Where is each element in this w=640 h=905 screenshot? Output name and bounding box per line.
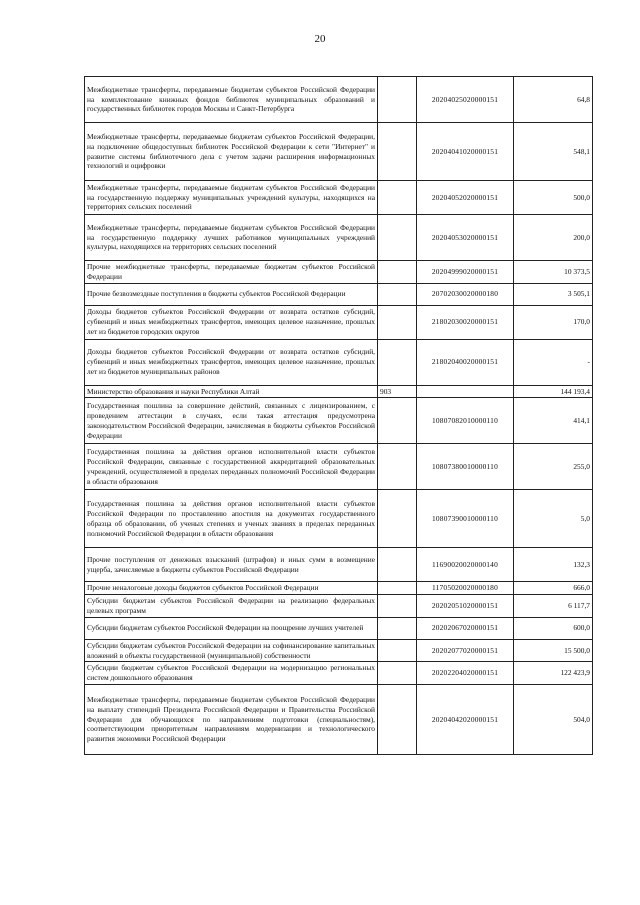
row-amount-cell: 122 423,9: [514, 662, 593, 685]
table-row: [85, 444, 593, 490]
table-row: [85, 398, 593, 444]
row-admin-code-cell: [378, 305, 417, 339]
row-name-cell: Прочие безвозмездные поступления в бюджеты субъектов Российской Федерации: [85, 283, 378, 305]
table-row: [85, 582, 593, 595]
row-name-cell: Межбюджетные трансферты, передаваемые бюджетам субъектов Российской Федерации на выплату стипендий Президента Российской Федерации и Правительства Российской Федерации для обучающихся по направлениям подготовки (специальностям), соответствующим приоритетным направлениям модернизации и технологического развития экономики Российской Федерации: [85, 684, 378, 754]
row-amount-cell: 170,0: [514, 305, 593, 339]
table-row: [85, 77, 593, 123]
row-name-cell: Межбюджетные трансферты, передаваемые бюджетам субъектов Российской Федерации на государственную поддержку лучших работников муниципальных учреждений культуры, находящихся на территориях сельских поселений: [85, 215, 378, 261]
table-row: [85, 617, 593, 639]
row-amount-cell: 600,0: [514, 617, 593, 639]
row-budget-code-cell: 20202204020000151: [417, 662, 514, 685]
row-budget-code-cell: 10807390010000110: [417, 490, 514, 548]
table-row: [85, 283, 593, 305]
row-admin-code-cell: [378, 181, 417, 215]
table-row: [85, 548, 593, 582]
row-admin-code-cell: [378, 662, 417, 685]
table-row: [85, 490, 593, 548]
row-admin-code-cell: [378, 215, 417, 261]
table-body: [85, 77, 593, 755]
row-admin-code-cell: [378, 684, 417, 754]
table-row: [85, 181, 593, 215]
row-amount-cell: 10 373,5: [514, 261, 593, 284]
table-row: [85, 639, 593, 662]
row-admin-code-cell: [378, 582, 417, 595]
row-name-cell: Министерство образования и науки Республики Алтай: [85, 385, 378, 398]
row-admin-code-cell: [378, 490, 417, 548]
row-name-cell: Прочие поступления от денежных взысканий (штрафов) и иных сумм в возмещение ущерба, зачисляемые в бюджеты субъектов Российской Федерации: [85, 548, 378, 582]
row-name-cell: Межбюджетные трансферты, передаваемые бюджетам субъектов Российской Федерации, на подключение общедоступных библиотек Российской Федерации к сети "Интернет" и развитие системы библиотечного дела с учетом задачи расширения информационных технологий и оцифровки: [85, 123, 378, 181]
row-amount-cell: 5,0: [514, 490, 593, 548]
row-amount-cell: 6 117,7: [514, 595, 593, 618]
row-name-cell: Субсидии бюджетам субъектов Российской Федерации на модернизацию региональных систем дошкольного образования: [85, 662, 378, 685]
table-row: [85, 339, 593, 385]
row-name-cell: Субсидии бюджетам субъектов Российской Федерации на реализацию федеральных целевых программ: [85, 595, 378, 618]
row-amount-cell: 132,3: [514, 548, 593, 582]
row-amount-cell: 200,0: [514, 215, 593, 261]
row-name-cell: Межбюджетные трансферты, передаваемые бюджетам субъектов Российской Федерации на государственную поддержку муниципальных учреждений культуры, находящихся на территориях сельских поселений: [85, 181, 378, 215]
row-amount-cell: 64,8: [514, 77, 593, 123]
row-budget-code-cell: 20202051020000151: [417, 595, 514, 618]
row-admin-code-cell: [378, 617, 417, 639]
row-admin-code-cell: 903: [378, 385, 417, 398]
row-admin-code-cell: [378, 261, 417, 284]
row-budget-code-cell: 20204053020000151: [417, 215, 514, 261]
table-row: [85, 123, 593, 181]
row-amount-cell: 3 505,1: [514, 283, 593, 305]
budget-table: [84, 76, 593, 755]
row-name-cell: Государственная пошлина за действия органов исполнительной власти субъектов Российской Федерации по проставлению апостиля на документах государственного образца об образовании, об ученых степенях и ученых званиях в пределах переданных полномочий Российской Федерации в области образования: [85, 490, 378, 548]
row-budget-code-cell: 20204052020000151: [417, 181, 514, 215]
row-name-cell: Субсидии бюджетам субъектов Российской Федерации на поощрение лучших учителей: [85, 617, 378, 639]
row-budget-code-cell: 20702030020000180: [417, 283, 514, 305]
row-name-cell: Доходы бюджетов субъектов Российской Федерации от возврата остатков субсидий, субвенций и иных межбюджетных трансфертов, имеющих целевое назначение, прошлых лет из бюджетов городских округов: [85, 305, 378, 339]
row-budget-code-cell: 20204042020000151: [417, 684, 514, 754]
page-number: 20: [314, 33, 326, 45]
row-amount-cell: 414,1: [514, 398, 593, 444]
row-admin-code-cell: [378, 398, 417, 444]
row-name-cell: Государственная пошлина за действия органов исполнительной власти субъектов Российской Федерации, связанные с государственной аккредитацией образовательных учреждений, осуществляемой в пределах переданных полномочий Российской Федерации в области образования: [85, 444, 378, 490]
row-budget-code-cell: 10807380010000110: [417, 444, 514, 490]
row-admin-code-cell: [378, 444, 417, 490]
row-admin-code-cell: [378, 77, 417, 123]
row-budget-code-cell: 11690020020000140: [417, 548, 514, 582]
row-budget-code-cell: 20202077020000151: [417, 639, 514, 662]
row-admin-code-cell: [378, 123, 417, 181]
table-row: [85, 684, 593, 754]
row-name-cell: Межбюджетные трансферты, передаваемые бюджетам субъектов Российской Федерации на комплектование книжных фондов библиотек муниципальных образований и государственных библиотек городов Москвы и Санкт-Петербурга: [85, 77, 378, 123]
row-budget-code-cell: 11705020020000180: [417, 582, 514, 595]
table-row: [85, 261, 593, 284]
row-name-cell: Прочие неналоговые доходы бюджетов субъектов Российской Федерации: [85, 582, 378, 595]
table-row: [85, 662, 593, 685]
row-budget-code-cell: 20202067020000151: [417, 617, 514, 639]
row-name-cell: Доходы бюджетов субъектов Российской Федерации от возврата остатков субсидий, субвенций и иных межбюджетных трансфертов, имеющих целевое назначение, прошлых лет из бюджетов муниципальных районов: [85, 339, 378, 385]
row-name-cell: Субсидии бюджетам субъектов Российской Федерации на софинансирование капитальных вложений в объекты государственной (муниципальной) собственности: [85, 639, 378, 662]
row-amount-cell: 144 193,4: [514, 385, 593, 398]
row-budget-code-cell: 20204025020000151: [417, 77, 514, 123]
row-budget-code-cell: 20204999020000151: [417, 261, 514, 284]
row-budget-code-cell: 20204041020000151: [417, 123, 514, 181]
table-row: [85, 385, 593, 398]
row-amount-cell: 255,0: [514, 444, 593, 490]
row-budget-code-cell: 21802040020000151: [417, 339, 514, 385]
row-amount-cell: -: [514, 339, 593, 385]
row-amount-cell: 666,0: [514, 582, 593, 595]
row-admin-code-cell: [378, 283, 417, 305]
row-admin-code-cell: [378, 595, 417, 618]
row-amount-cell: 15 500,0: [514, 639, 593, 662]
row-admin-code-cell: [378, 548, 417, 582]
row-name-cell: Государственная пошлина за совершение действий, связанных с лицензированием, с проведением аттестации в случаях, если такая аттестация предусмотрена законодательством Российской Федерации, зачисляемая в бюджеты субъектов Российской Федерации: [85, 398, 378, 444]
table-row: [85, 595, 593, 618]
row-admin-code-cell: [378, 339, 417, 385]
row-amount-cell: 500,0: [514, 181, 593, 215]
row-name-cell: Прочие межбюджетные трансферты, передаваемые бюджетам субъектов Российской Федерации: [85, 261, 378, 284]
row-amount-cell: 548,1: [514, 123, 593, 181]
table-row: [85, 215, 593, 261]
row-budget-code-cell: [417, 385, 514, 398]
table-row: [85, 305, 593, 339]
row-amount-cell: 504,0: [514, 684, 593, 754]
row-admin-code-cell: [378, 639, 417, 662]
row-budget-code-cell: 21802030020000151: [417, 305, 514, 339]
row-budget-code-cell: 10807082010000110: [417, 398, 514, 444]
